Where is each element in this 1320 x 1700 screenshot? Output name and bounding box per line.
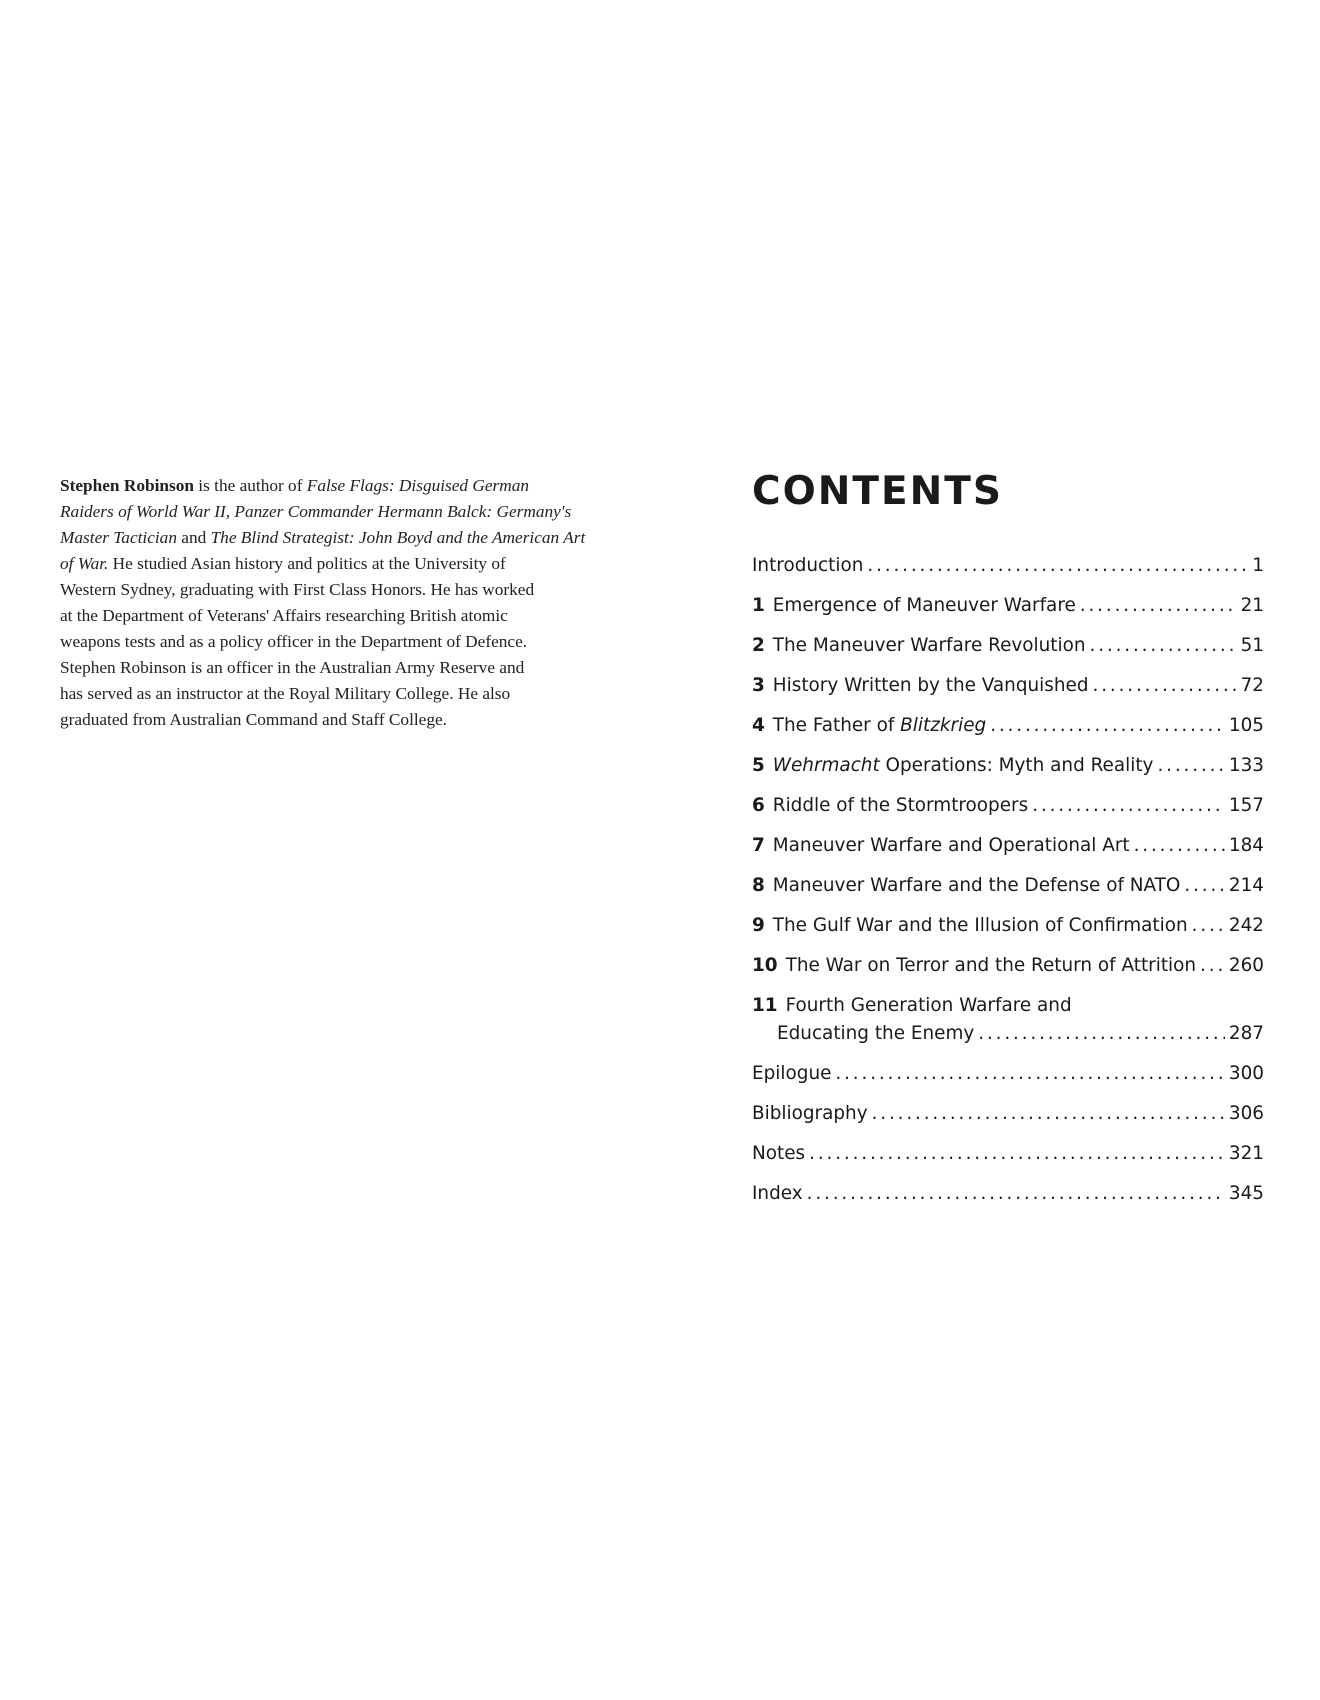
bio-text: and <box>176 528 211 547</box>
chapter-number: 9 <box>752 915 765 936</box>
chapter-number: 5 <box>752 755 765 776</box>
dot-leader <box>1032 792 1225 820</box>
entry-title-part: Fourth Generation Warfare and <box>785 995 1072 1016</box>
dot-leader <box>1090 632 1237 660</box>
page-number: 133 <box>1228 755 1264 776</box>
page-number: 21 <box>1240 595 1264 616</box>
chapter-number: 4 <box>752 715 765 736</box>
entry-title-part: The War on Terror and the Return of Attrition <box>785 955 1197 976</box>
bio-line <box>60 655 580 681</box>
contents-entry[interactable] <box>752 912 1264 952</box>
contents-entry[interactable] <box>752 872 1264 912</box>
dot-leader <box>978 1020 1225 1048</box>
entry-title-part: Wehrmacht <box>772 755 880 776</box>
bio-line <box>60 551 580 577</box>
entry-title-part: Notes <box>752 1143 806 1164</box>
dot-leader <box>807 1180 1225 1208</box>
chapter-number: 11 <box>752 995 778 1016</box>
bio-text: Western Sydney, graduating with First Class Honors. He has worked <box>60 580 535 599</box>
contents-entry[interactable] <box>752 752 1264 792</box>
entry-title-part: Introduction <box>752 555 864 576</box>
dot-leader <box>872 1100 1225 1128</box>
entry-second-line <box>752 1020 1264 1048</box>
page-number: 260 <box>1228 955 1264 976</box>
contents-entry[interactable] <box>752 1100 1264 1140</box>
entry-title-part: The Father of <box>772 715 901 736</box>
contents-entry[interactable] <box>752 792 1264 832</box>
page-number: 242 <box>1228 915 1264 936</box>
dot-leader <box>1134 832 1225 860</box>
entry-title-part: Emergence of Maneuver Warfare <box>772 595 1076 616</box>
contents-entry[interactable] <box>752 952 1264 992</box>
author-bio <box>60 473 586 733</box>
entry-title-part: Maneuver Warfare and Operational Art <box>772 835 1130 856</box>
entry-title <box>773 912 1188 940</box>
entry-title <box>773 592 1076 620</box>
bio-line <box>60 681 580 707</box>
page-number: 72 <box>1240 675 1264 696</box>
page-number: 306 <box>1228 1103 1264 1124</box>
contents-entry[interactable] <box>752 1060 1264 1100</box>
entry-title <box>786 952 1196 980</box>
chapter-number: 6 <box>752 795 765 816</box>
entry-title <box>752 1140 805 1168</box>
dot-leader <box>1093 672 1237 700</box>
contents-entry[interactable] <box>752 632 1264 672</box>
chapter-number: 10 <box>752 955 778 976</box>
book-title-text: of War. <box>60 554 109 573</box>
bio-text: is the author of <box>193 476 307 495</box>
book-title-text: Master Tactician <box>60 528 177 547</box>
book-title-text: False Flags: Disguised German <box>306 476 530 495</box>
contents-entry[interactable] <box>752 832 1264 872</box>
bio-text: weapons tests and as a policy officer in the Department of Defence. <box>60 632 528 651</box>
entry-title <box>773 632 1086 660</box>
page-number: 105 <box>1228 715 1264 736</box>
page-number: 51 <box>1240 635 1264 656</box>
contents-entry[interactable] <box>752 552 1264 592</box>
bio-line <box>60 577 580 603</box>
entry-title <box>752 1100 868 1128</box>
entry-title <box>773 832 1130 860</box>
entry-title <box>752 1060 831 1088</box>
book-title-text: The Blind Strategist: John Boyd and the American Art <box>210 528 586 547</box>
dot-leader <box>990 712 1225 740</box>
dot-leader <box>867 552 1248 580</box>
chapter-number: 7 <box>752 835 765 856</box>
bio-line <box>60 499 580 525</box>
bio-line <box>60 473 580 499</box>
contents-entry[interactable] <box>752 1140 1264 1180</box>
entry-title-part: Blitzkrieg <box>900 715 987 736</box>
chapter-number: 2 <box>752 635 765 656</box>
page-number: 300 <box>1228 1063 1264 1084</box>
entry-title-part: Index <box>752 1183 803 1204</box>
dot-leader <box>1080 592 1237 620</box>
entry-title-part: Riddle of the Stormtroopers <box>772 795 1029 816</box>
dot-leader <box>835 1060 1224 1088</box>
entry-title-part: Operations: Myth and Reality <box>879 755 1154 776</box>
entry-title <box>773 672 1089 700</box>
page-number: 184 <box>1228 835 1264 856</box>
chapter-number: 3 <box>752 675 765 696</box>
entry-title <box>773 872 1181 900</box>
entry-title-part: Maneuver Warfare and the Defense of NATO <box>772 875 1181 896</box>
bio-line <box>60 707 580 733</box>
entry-title <box>752 552 863 580</box>
bio-line <box>60 525 586 551</box>
entry-title-part: Epilogue <box>752 1063 832 1084</box>
page-number: 214 <box>1228 875 1264 896</box>
table-of-contents <box>752 462 1264 1220</box>
bio-text: graduated from Australian Command and Staff College. <box>60 710 447 729</box>
page-number: 1 <box>1252 555 1264 576</box>
contents-entry[interactable] <box>752 992 1264 1060</box>
contents-entry[interactable] <box>752 672 1264 712</box>
entry-title-part: Bibliography <box>752 1103 868 1124</box>
dot-leader <box>809 1140 1225 1168</box>
bio-text: He studied Asian history and politics at the University of <box>108 554 506 573</box>
contents-heading: CONTENTS <box>752 469 1003 514</box>
entry-title-part: History Written by the Vanquished <box>772 675 1089 696</box>
dot-leader <box>1200 952 1225 980</box>
contents-entry[interactable] <box>752 1180 1264 1220</box>
page-number: 321 <box>1228 1143 1264 1164</box>
chapter-number: 1 <box>752 595 765 616</box>
page-number: 157 <box>1228 795 1264 816</box>
entry-title <box>773 792 1028 820</box>
entry-title-part: The Maneuver Warfare Revolution <box>772 635 1086 656</box>
chapter-number: 8 <box>752 875 765 896</box>
bio-line <box>60 629 580 655</box>
dot-leader <box>1192 912 1225 940</box>
book-title-text: Raiders of World War II, Panzer Commander Hermann Balck: Germany's <box>60 502 572 521</box>
entry-title <box>773 752 1154 780</box>
dot-leader <box>1157 752 1224 780</box>
bio-line <box>60 603 580 629</box>
page-number: 345 <box>1228 1183 1264 1204</box>
page-number: 287 <box>1228 1023 1264 1044</box>
contents-entry[interactable] <box>752 592 1264 632</box>
entry-title-part: The Gulf War and the Illusion of Confirmation <box>772 915 1188 936</box>
entry-title <box>752 1180 803 1208</box>
bio-text: at the Department of Veterans' Affairs researching British atomic <box>60 606 508 625</box>
entry-title <box>786 995 1072 1016</box>
entry-first-line <box>752 992 1264 1020</box>
dot-leader <box>1184 872 1225 900</box>
bio-text: Stephen Robinson is an officer in the Australian Army Reserve and <box>60 658 525 677</box>
entry-title-continuation: Educating the Enemy <box>777 1023 975 1044</box>
contents-list <box>752 552 1264 1220</box>
entry-title <box>773 712 986 740</box>
contents-entry[interactable] <box>752 712 1264 752</box>
author-name: Stephen Robinson <box>60 476 194 495</box>
bio-text: has served as an instructor at the Royal Military College. He also <box>60 684 511 703</box>
